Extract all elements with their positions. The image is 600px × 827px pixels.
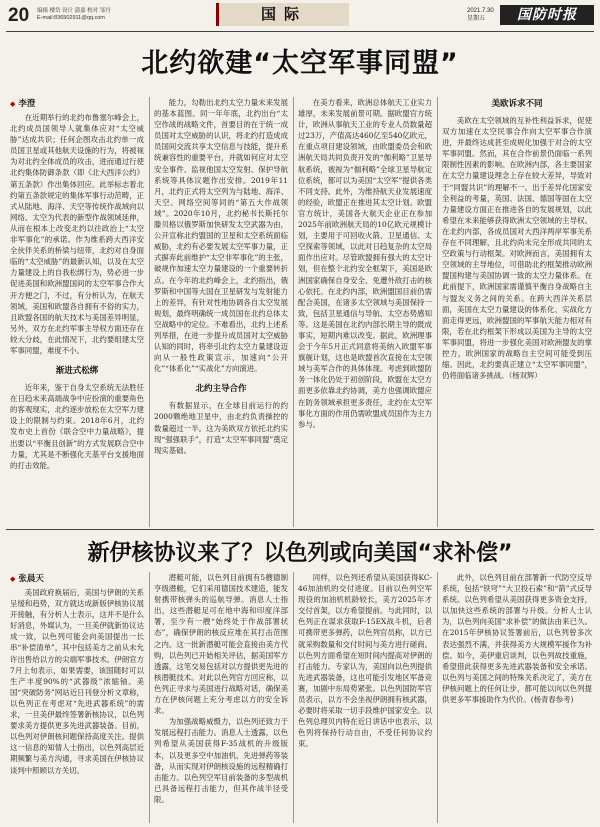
column-divider bbox=[437, 572, 438, 823]
article1-column-3 bbox=[298, 97, 432, 527]
article2-column-2 bbox=[154, 572, 288, 823]
article2-paragraph: 同样，以色列还希望从美国获得KC-46加油机的交付进度。目前以色列空军现役的加油机机龄较长，美方2025年才交付首架，以方希望提前。与此同时，以色列正在谋求获取F-15EX战斗机，后者可携带更多弹药，以色列官员称，以方已就采购数量和交付时间与美方进行磋商。以色列方面希望在短时间内提高对伊朗的打击能力。专家认为，美国向以色列提供先进武器装备，这也可能引发地区军备竞赛，加剧中东局势紧张。以色列国防军官员表示，以方不会坐视伊朗拥有核武器，必要时将采取一切手段维护国家安全。以色列总理贝内特在近日讲话中也表示，以色列将保持行动自由，不受任何协议约束。 bbox=[298, 573, 432, 749]
page-header bbox=[0, 0, 600, 30]
article2-paragraph: 为加强战略威慑力，以色列还致力于发展远程打击能力。消息人士透露，以色列希望从美国获得F-35战机的升级版本，以及更多空中加油机、先进弹药等装备，从而实现对伊朗核设施的远程精确打击能力。以色列空军目前装备的多型战机已具备远程打击能力，但其作战半径受限。 bbox=[154, 717, 288, 804]
article1-paragraph: 能力，勾勒出北约太空力量未来发展的基本蓝图。同一年年底，北约出台“太空作战的战略文件，首要目的在于统一成员国对太空威胁的认识，将北约打造成成员国间交流共享太空信息与技能，提升系统兼容性的重要平台，并就如何应对太空安全事件、监视他国太空发射、保护导航系统等具体议题作出安排。2019年11月，北约正式将太空列为与陆地、海洋、天空、网络空间等同的“第五大作战领域”。2020年10月，北约秘书长斯托尔滕贝格以俄罗斯加快研发太空武器为由，公开宣称北约盟国的卫星和太空系统面临威胁，北约有必要发展太空军事力量，正式摒弃此前维护“太空非军事化”的主张，破规作加速太空力量建设的一个重要转折点。在今年的北约峰会上，北约指出，俄罗斯和中国等大国在卫星研发与发射能力上的差异，有针对性地协调各自太空发展规划，最终明确统一成员国在北约总体太空战略中的定位。不难看出，北约上述系列举措，在进一步提升成员国对太空威胁认知的同时，将牵引北约太空力量建设迈向从一般性政策宣示，加速向“公开化”“体系化”“实战化”方向演进。 bbox=[154, 98, 288, 374]
header-rule bbox=[6, 31, 594, 32]
article1-column-1 bbox=[10, 112, 144, 527]
article-separator bbox=[6, 529, 594, 530]
editor-line: 编辑 楼岱 设计 蒲嘉 校对 邹丹 bbox=[37, 8, 111, 14]
section-title: 国际 bbox=[216, 3, 349, 26]
column-divider bbox=[149, 572, 150, 823]
article1-subheading-1: 渐进式松绑 bbox=[55, 366, 99, 377]
triangle-icon: ◆ bbox=[10, 575, 16, 583]
page-number: 20 bbox=[8, 5, 30, 26]
article1-author-name: 李澄 bbox=[18, 99, 36, 109]
article1-paragraph: 在美方看来，欧洲总体航天工业实力雄厚，未来发展前景可期。据欧盟官方统计，欧洲从事航天工业的专业人员数量超过23万，产值高达460亿至540亿欧元，在重点项目建设领域，由欧盟委员会和欧洲航天局共同负责开发的“伽利略”卫星导航系统，被视为“伽利略”全球卫星导航定位系统，都可以为美国“太空军”提供各类不同支持。此外，为维持航天业发展速度的经验，欧盟正在推进其太空计划。欧盟官方统计，美国各大航天企业正在参加2025年前欧洲航天局的10亿欧元规模计划，主要用于可回收火箭、卫星通信、太空探索等领域，以此对日趋复杂的太空局面作出应对。尽管欧盟拥有强大的太空计划，但在整个北约安全框架下，美国是欧洲国家确保自身安全、免遭外敌打击的核心依托。在北约内部，欧洲盟国目前仍需配合美国，在诸多太空领域与美国保持一致，包括卫星通信与导航、太空态势感知等。这是美国在北约内部长期主导的既成事实，短期内难以改变。据此，欧洲理事会于今年5月正式同意将美纳入欧盟军事旗舰计划，这也是欧盟首次直接在太空领域与美军合作的具体体现。考虑到欧盟防务一体化仍处于初创阶段，欧盟在太空方面更多依靠北约协调，美方也强调欧盟应在防务领域承担更多责任，北约在太空军事化方面的作用仍需欧盟成员国作为主力参与。 bbox=[298, 98, 432, 429]
article1-subheading-3: 美欧诉求不同 bbox=[491, 99, 543, 109]
article1-column-4 bbox=[442, 97, 592, 527]
article2-column-4 bbox=[442, 572, 592, 823]
triangle-icon: ◆ bbox=[10, 100, 16, 108]
article2-headline: 新伊核协议来了？以色列或向美国“求补偿” bbox=[87, 541, 513, 566]
article1-subheading-2: 北约主导合作 bbox=[195, 384, 247, 395]
article1-column-2 bbox=[154, 97, 288, 527]
article1-paragraph: 在近期举行的北约布鲁塞尔峰会上，北约成员国领导人就集体应对“太空威胁”达成共识；任何企图攻击北约单一成员国卫星或其他航天设施的行为，将被视为对北约全体成员的攻击，进而通过行使北约集体防御条款（即《北大西洋公约》第五条款）作出集体回应。此举标志着北约第五条款规定的集体军事行动范畴，正式从陆地、海洋、天空等传统作战域向以网络、太空为代表的新型作战领域延伸，从而在根本上改变北约以往政治上“太空非军事化”的承诺。作为维系跨大西洋安全伙伴关系的桥梁与纽带，北约对自身面临的“太空威胁”的最新认知，以及在太空力量建设上的自我松绑行为，势必进一步促进美国和欧洲盟国间的太空军事合作大开方便之门，不过，有分析认为，在航天领域，美国和欧盟各自拥有不俗的实力，且欧盟各国的航天技术与美国差异明显，另外，双方在北约军事主导权方面还存在较大分歧，在此情况下，北约要组建太空军事同盟，难度不小。 bbox=[10, 113, 144, 355]
article1-author bbox=[10, 97, 35, 109]
editor-meta bbox=[37, 8, 111, 22]
article1-headline: 北约欲建“太空军事同盟” bbox=[141, 48, 459, 79]
article2-author bbox=[10, 572, 44, 584]
newspaper-logo: 国防时报 bbox=[500, 5, 594, 25]
article2-paragraph: 潜艇可能，以色列目前拥有5艘德制亨级潜艇，它们采用德国技术建造，能发射携带核弹头的巡航导弹。消息人士指出，这些潜艇足可在地中海和印度洋部署，至少有一艘“始终处于作战部署状态”，确保伊朗的核反应堆在其打击范围之内。这一批新潜艇可能会直接由美方代购，以色列已开始相关评估，据美国军方透露，这笔交易包括对以方提供更先进的核潜艇技术。对此以色列官方回应称，以色列正寻求与美国进行战略对话，确保美方在伊核问题上充分考虑以方的安全诉求。 bbox=[154, 573, 288, 716]
article2-column-1 bbox=[10, 587, 144, 823]
column-divider bbox=[437, 97, 438, 527]
column-divider bbox=[293, 572, 294, 823]
article2-paragraph: 美国政府换届后，美国与伊朗的关系呈缓和趋势，双方就达成新版伊核协议展开接触，有分析人士表示，这并不是什么好消息，外媒认为，一旦美伊就新协议达成一致，以色列可能会向美国提出一长串“补偿清单”，其中包括美方之前从未允许出售给以方的尖端军事技术。伊朗官方7月上旬表示，如果需要，该国随时可以生产丰度90%的“武器级”浓缩铀。美国“突破防务”网站近日刊登分析文章称，以色列正在考虑对“先进武器系统”的需求，一旦美伊最终签署新核协议，以色列要求美方提供更多先进武器装备。目前，以色列对伊朗核问题保持高度关注。提供这一信息的知情人士指出，以色列高层近期频繁与美方沟通，寻求美国在伊核协议谈判中照顾以方关切。 bbox=[10, 588, 144, 775]
column-divider bbox=[149, 97, 150, 527]
issue-date bbox=[467, 7, 494, 23]
weekday-line: 星期五 bbox=[467, 16, 486, 22]
article2-column-3 bbox=[298, 572, 432, 823]
article1-paragraph: 美欧在太空领域的互补性利益诉求，促使双方加速在太空民事合作向太空军事合作演进，并最终达成甚至成规化加强于对合的太空军事同盟。然而，其在合作前景仍面临一系列限制性因素的影响。在欧洲内部，各主要国家在太空力量建设理念上存在较大差异，导致对于“同盟共识”的理解不一。出于差异化国家安全利益的考量，英国、法国、德国等国在太空力量建设方面正在推进各自的发展规划，以此希望在未来能够获得欧洲太空领域的主导权。在北约内部，各成员国对大西洋两岸军事关系存在不同理解，且北约尚未完全形成共同的太空政策与行动框架。对欧洲而言，美国拥有太空领域的主导地位，可借助北约框架推动欧洲盟国构建与美国协调一致的太空力量体系。在此前提下，欧洲国家需谨慎平衡自身战略自主与盟友义务之间的关系。在跨大西洋关系层面，美国在太空力量建设的体系化、实战化方面走得更远，欧洲盟国的军事航天能力相对有限，若在北约框架下形成以美国为主导的太空军事同盟，将进一步强化美国对欧洲盟友的掌控力，欧洲国家的战略自主空间可能受到压缩。因此，北约要真正建立“太空军事同盟”，仍将面临诸多挑战。（杨双辉） bbox=[442, 116, 592, 381]
article1-paragraph: 有数据显示，在全球目前运行的约2000颗绝地卫星中，由北约负责操控的数量超过一半。这为美欧双方依托北约实现“强强联手”，打造“太空军事同盟”奠定现实基础。 bbox=[154, 401, 288, 455]
article2-paragraph: 此外，以色列目前在部署新一代防空反导系统，包括“铁穹”“大卫投石索”和“箭”式反导系统。以色列希望从美国获得更多资金支持，以加快这些系统的部署与升级。分析人士认为，以色列向美国“求补偿”的做法由来已久。在2015年伊核协议签署前后，以色列曾多次表达强烈不满，并获得美方大规模军援作为补偿。如今，美伊重启谈判，以色列故技重施，希望借此获得更多先进武器装备和安全承诺。以色列与美国之间的特殊关系决定了，美方在伊核问题上的任何让步，都可能以向以色列提供更多军事援助作为代价。(杨青春参考) bbox=[442, 573, 592, 705]
article1-paragraph: 近年来，鉴于自身太空系统无法胜任在日趋未来高端战争中应扮演的重要角色的客观现实，北约逐步放松在太空军力建设上的限制与约束。2018年6月，北约发布史上首份《联合空中力量战略》，提出要以“平衡且创新”的方式发展联合空中力量，尤其是不断强化天基平台支援地面的打击效能。 bbox=[10, 383, 144, 470]
column-divider bbox=[293, 97, 294, 527]
date-line: 2021.7.30 bbox=[467, 8, 494, 14]
email-line: E-mail:836502911@qq.com bbox=[37, 15, 105, 21]
article2-author-name: 张晨天 bbox=[18, 574, 44, 584]
